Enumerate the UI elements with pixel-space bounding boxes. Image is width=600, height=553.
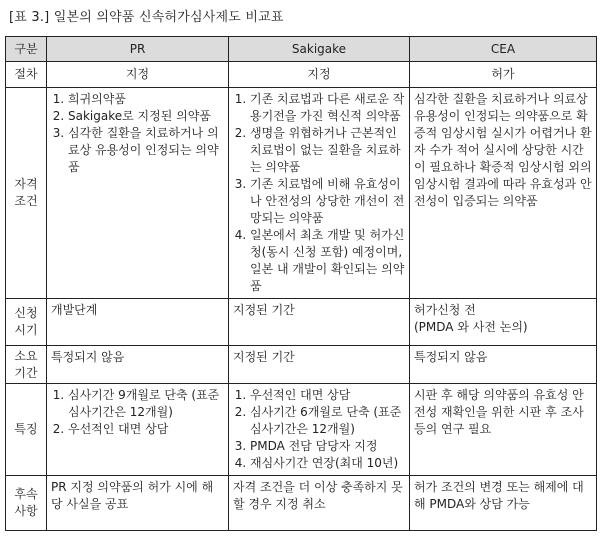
cell-follow-up-pr: PR 지정 의약품의 허가 시에 해당 사실을 공표	[47, 476, 229, 531]
table-caption: [표 3.] 일본의 의약품 신속허가심사제도 비교표	[9, 10, 284, 25]
list-features-pr	[51, 387, 224, 438]
cell-features-pr	[47, 384, 229, 476]
cell-duration-cea: 특정되지 않음	[410, 346, 597, 384]
row-label-features: 특징	[6, 384, 47, 476]
list-item: 1. 심사기간 9개월로 단축 (표준심사기간은 12개월)	[68, 387, 224, 421]
list-qualification-pr	[51, 91, 224, 176]
cell-features-sakigake	[229, 384, 410, 476]
cell-follow-up-cea: 허가 조건의 변경 또는 해제에 대해 PMDA와 상담 가능	[410, 476, 597, 531]
row-label-duration: 소요 기간	[6, 346, 47, 384]
list-item: 4. 일본에서 최초 개발 및 허가신청(동시 신청 포함) 예정이며, 일본 내 개발이 확인되는 의약품	[250, 227, 405, 295]
cell-qualification-sakigake	[229, 88, 410, 299]
cell-follow-up-sakigake: 자격 조건을 더 이상 충족하지 못할 경우 지정 취소	[229, 476, 410, 531]
list-item: 3. 기존 치료법에 비해 유효성이나 안전성의 상당한 개선이 전망되는 의약품	[250, 176, 405, 227]
cell-application-cea-line2: (PMDA 와 사전 논의)	[414, 320, 528, 334]
row-duration	[6, 346, 597, 384]
row-procedure	[6, 62, 597, 88]
list-item: 2. 우선적인 대면 상담	[68, 421, 224, 438]
list-item: 4. 재심사기간 연장(최대 10년)	[250, 455, 405, 472]
list-item: 3. 심각한 질환을 치료하거나 의료상 유용성이 인정되는 의약품	[68, 125, 224, 176]
header-row	[6, 37, 597, 62]
list-features-sakigake	[233, 387, 405, 472]
list-item: 2. 생명을 위협하거나 근본적인 치료법이 없는 질환을 치료하는 의약품	[250, 125, 405, 176]
header-category: 구분	[6, 37, 47, 62]
header-sakigake: Sakigake	[229, 37, 410, 62]
row-label-application: 신청 시기	[6, 299, 47, 346]
row-label-procedure: 절차	[6, 62, 47, 88]
cell-application-pr: 개발단계	[47, 299, 229, 346]
header-pr: PR	[47, 37, 229, 62]
row-follow-up	[6, 476, 597, 531]
list-qualification-sakigake	[233, 91, 405, 295]
cell-application-cea	[410, 299, 597, 346]
row-label-qualification: 자격 조건	[6, 88, 47, 299]
cell-duration-sakigake: 지정된 기간	[229, 346, 410, 384]
row-features	[6, 384, 597, 476]
cell-qualification-cea: 심각한 질환을 치료하거나 의료상 유용성이 인정되는 의약품으로 확증적 임상시험 실시가 어렵거나 환자 수가 적어 실시에 상당한 시간이 필요하나 확증적 임상시험 외의 임상시험 결과에 따라 유효성과 안전성이 입증되는 의약품	[410, 88, 597, 299]
cell-duration-pr: 특정되지 않음	[47, 346, 229, 384]
row-application	[6, 299, 597, 346]
list-item: 2. 심사기간 6개월로 단축 (표준심사기간은 12개월)	[250, 404, 405, 438]
list-item: 3. PMDA 전담 담당자 지정	[250, 438, 405, 455]
list-item: 1. 우선적인 대면 상담	[250, 387, 405, 404]
cell-application-sakigake: 지정된 기간	[229, 299, 410, 346]
cell-qualification-pr	[47, 88, 229, 299]
cell-procedure-sakigake: 지정	[229, 62, 410, 88]
cell-procedure-cea: 허가	[410, 62, 597, 88]
cell-features-cea: 시판 후 해당 의약품의 유효성 안전성 재확인을 위한 시판 후 조사 등의 연구 필요	[410, 384, 597, 476]
list-item: 1. 희귀의약품	[68, 91, 224, 108]
header-cea: CEA	[410, 37, 597, 62]
cell-procedure-pr: 지정	[47, 62, 229, 88]
row-qualification	[6, 88, 597, 299]
list-item: 1. 기존 치료법과 다른 새로운 작용기전을 가진 혁신적 의약품	[250, 91, 405, 125]
cell-application-cea-line1: 허가신청 전	[414, 303, 476, 317]
row-label-follow-up: 후속 사항	[6, 476, 47, 531]
comparison-table	[5, 36, 597, 531]
list-item: 2. Sakigake로 지정된 의약품	[68, 108, 224, 125]
